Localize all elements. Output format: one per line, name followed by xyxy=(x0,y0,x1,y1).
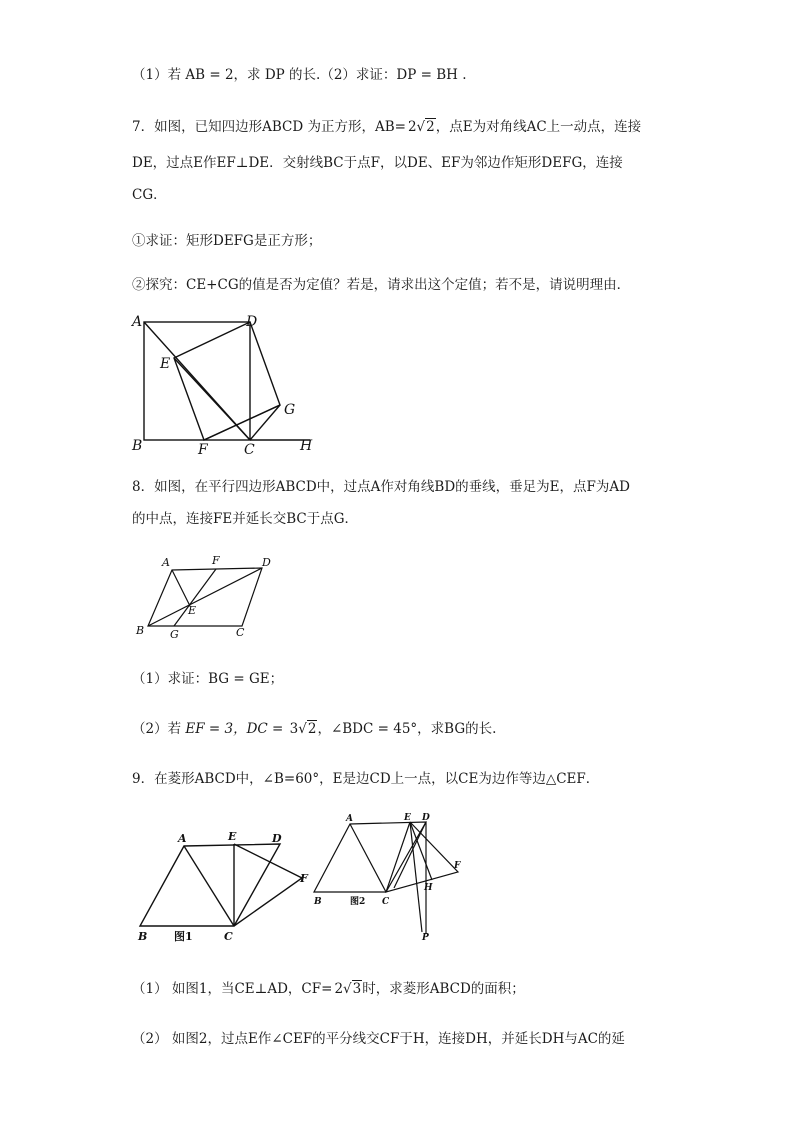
svg-text:G: G xyxy=(170,628,179,641)
q9-part1-suffix: 时，求菱形ABCD的面积； xyxy=(362,981,525,997)
svg-text:D: D xyxy=(422,813,430,823)
svg-text:图2: 图2 xyxy=(350,897,366,907)
svg-text:D: D xyxy=(272,832,282,845)
question-7-part-2: ②探究：CE+CG的值是否为定值？若是，请求出这个定值；若不是，请说明理由． xyxy=(132,277,631,293)
radical-2sqrt3: 2√3 xyxy=(334,981,362,997)
svg-text:A: A xyxy=(162,556,170,569)
figure-9-1-rhombus-diagram xyxy=(134,828,314,948)
question-7-line-2: DE，过点E作EF⊥DE．交射线BC于点F，以DE、EF为邻边作矩形DEFG，连接 xyxy=(132,155,623,171)
question-8-part-2 xyxy=(132,720,496,738)
q8-part2-prefix: （2）若 xyxy=(132,721,182,737)
q9-part1-prefix: （1） 如图1，当CE⊥AD，CF= xyxy=(132,981,333,997)
radical-2sqrt2: 2√2 xyxy=(407,119,435,135)
q7-text-b: ，点E为对角线AC上一动点，连接 xyxy=(435,119,642,135)
svg-text:D: D xyxy=(246,314,258,330)
q7-text-a: 7．如图，已知四边形ABCD 为正方形，AB= xyxy=(132,119,406,135)
svg-text:F: F xyxy=(198,442,208,458)
figure-7-square-diagram xyxy=(130,310,320,458)
svg-text:H: H xyxy=(300,438,313,454)
svg-text:图1: 图1 xyxy=(174,930,193,943)
question-8-part-1: （1）求证：BG = GE； xyxy=(132,671,284,687)
figure-9-2-rhombus-diagram xyxy=(310,812,470,947)
svg-text:E: E xyxy=(404,813,411,823)
svg-text:E: E xyxy=(188,604,197,617)
svg-text:H: H xyxy=(424,883,433,893)
svg-text:B: B xyxy=(314,897,322,907)
question-7-line-3: CG． xyxy=(132,187,167,203)
svg-text:E: E xyxy=(228,830,237,843)
svg-text:A: A xyxy=(346,814,353,824)
question-6-subparts: （1）若 AB = 2，求 DP 的长.（2）求证：DP = BH . xyxy=(132,67,467,83)
svg-text:F: F xyxy=(454,861,461,871)
svg-text:D: D xyxy=(262,556,271,569)
svg-text:A: A xyxy=(132,314,143,330)
question-8-line-2: 的中点，连接FE并延长交BC于点G． xyxy=(132,511,359,527)
svg-text:B: B xyxy=(132,438,143,454)
svg-text:G: G xyxy=(284,402,296,418)
question-9-part-2: （2） 如图2，过点E作∠CEF的平分线交CF于H，连接DH，并延长DH与AC的延 xyxy=(132,1031,625,1047)
svg-text:B: B xyxy=(136,624,145,637)
q8-part2-suffix: ，∠BDC = 45°，求BG的长. xyxy=(317,721,497,737)
svg-text:C: C xyxy=(224,930,233,943)
question-9-line-1: 9．在菱形ABCD中，∠B=60°，E是边CD上一点，以CE为边作等边△CEF． xyxy=(132,771,600,787)
svg-text:C: C xyxy=(244,442,255,458)
svg-text:F: F xyxy=(300,872,308,885)
svg-text:A: A xyxy=(178,832,187,845)
question-9-part-1 xyxy=(132,980,525,998)
svg-text:F: F xyxy=(212,554,220,567)
figure-8-parallelogram-diagram xyxy=(132,552,277,647)
svg-text:E: E xyxy=(160,356,171,372)
question-7-part-1: ①求证：矩形DEFG是正方形； xyxy=(132,233,322,249)
svg-text:C: C xyxy=(236,626,245,639)
question-7-line-1 xyxy=(132,118,641,136)
svg-text:C: C xyxy=(382,897,390,907)
question-8-line-1: 8．如图，在平行四边形ABCD中，过点A作对角线BD的垂线，垂足为E，点F为AD xyxy=(132,479,630,495)
q8-part2-ef: EF = 3，DC = xyxy=(185,721,288,737)
radical-3sqrt2: 3√2 xyxy=(289,721,317,737)
svg-text:B: B xyxy=(138,930,148,943)
svg-text:P: P xyxy=(422,933,429,943)
